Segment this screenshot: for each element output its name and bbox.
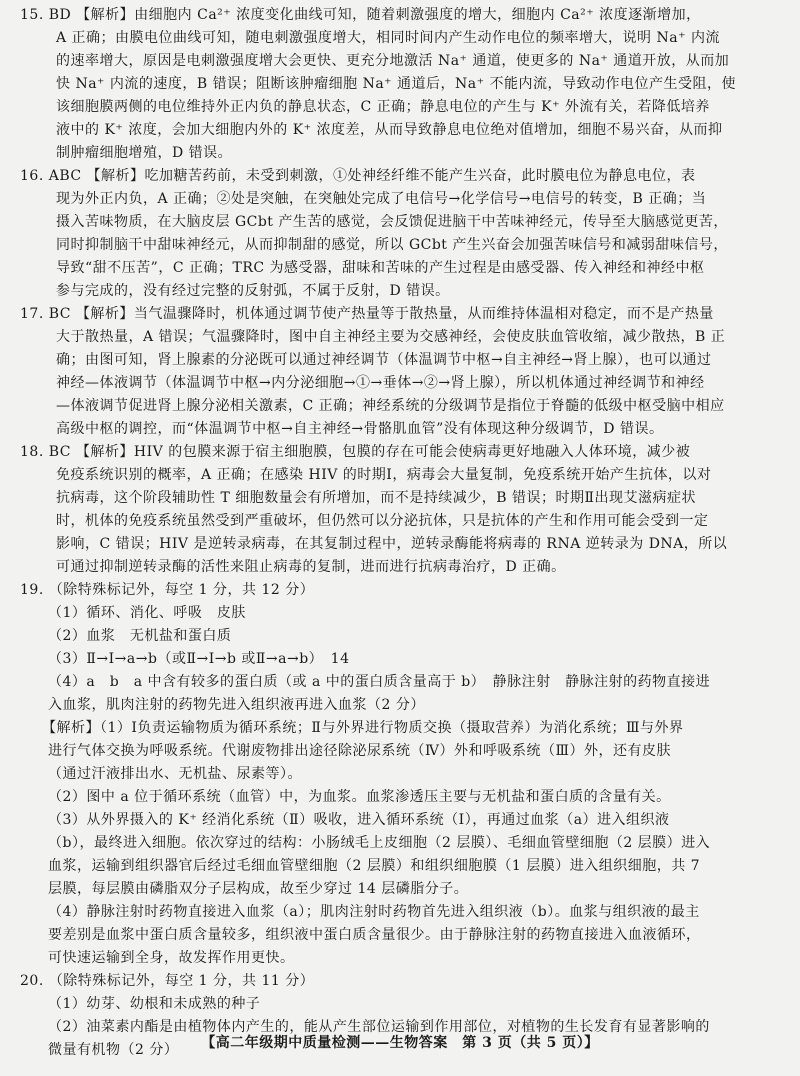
q19-analysis-4a: （4）静脉注射时药物直接进入血浆（a）；肌肉注射时药物首先进入组织液（b）。血浆与组织液的最主 [48,904,700,920]
q19-analysis-1a: 【解析】（1）Ⅰ负责运输物质为循环系统；Ⅱ与外界进行物质交换（摄取营养）为消化系统；Ⅲ与外界 [42,720,684,736]
q17-line-4: 神经—体液调节（体温调节中枢→内分泌细胞→①→垂体→②→肾上腺），所以机体通过神经调节和神经 [56,375,705,391]
q17-line-5: —体液调节促进肾上腺分泌相关激素，C 正确；神经系统的分级调节是指位于脊髓的低级中枢受脑中相应 [56,398,725,414]
q17-line-6: 高级中枢的调控，而“体温调节中枢→自主神经→骨骼肌血管”没有体现这种分级调节，D 错误。 [56,421,664,437]
q15-line-7: 制肿瘤细胞增殖，D 错误。 [56,145,233,161]
q18-line-5: 影响，C 错误；HIV 是逆转录病毒，在其复制过程中，逆转录酶能将病毒的 RNA 逆转录为 DNA，所以 [56,536,728,552]
q19-analysis-4b: 要差别是血浆中蛋白质含量较多，组织液中蛋白质含量很少。由于静脉注射的药物直接进入血液循环， [48,927,701,943]
q20-answer-1: （1）幼芽、幼根和未成熟的种子 [48,996,261,1012]
answer-body [20,4,774,1062]
q16-line-3: 摄入苦味物质，在大脑皮层 GCbt 产生苦的感觉，会反馈促进脑干中苦味神经元，传导至大脑感觉更苦， [56,214,728,230]
q18-line-4: 时，机体的免疫系统虽然受到严重破坏，但仍然可以分泌抗体，只是抗体的产生和作用可能会受到一定 [56,513,709,529]
q17-line-3: 确；由图可知，肾上腺素的分泌既可以通过神经调节（体温调节中枢→自主神经→肾上腺），也可以通过 [56,352,712,368]
q19-analysis-3b: （b），最终进入细胞。依次穿过的结构：小肠绒毛上皮细胞（2 层膜）、毛细血管壁细胞（2 层膜）进入 [48,835,711,851]
q18-line-3: 抗病毒，这个阶段辅助性 T 细胞数量会有所增加，而不是持续减少，B 错误；时期Ⅱ出现艾滋病症状 [56,490,696,506]
q15-line-5: 该细胞膜两侧的电位维持外正内负的静息状态，C 正确；静息电位的产生与 K⁺ 外流有关，若降低培养 [56,99,710,115]
q19-analysis-2: （2）图中 a 位于循环系统（血管）中，为血浆。血浆渗透压主要与无机盐和蛋白质的含量有关。 [48,789,671,805]
q16-line-2: 现为外正内负，A 正确；②处是突触，在突触处完成了电信号→化学信号→电信号的转变，B 正确；当 [56,191,707,207]
q19-analysis-3d: 层膜，每层膜由磷脂双分子层构成，故至少穿过 14 层磷脂分子。 [48,881,469,897]
q19-answer-1: （1）循环、消化、呼吸 皮肤 [48,605,246,621]
q16-line-4: 同时抑制脑干中甜味神经元，从而抑制甜的感觉，所以 GCbt 产生兴奋会加强苦味信号和减弱甜味信号， [56,237,728,253]
q18-line-6: 可通过抑制逆转录酶的活性来阻止病毒的复制，进而进行抗病毒治疗，D 正确。 [56,559,566,575]
q19-analysis-3c: 血浆，运输到组织器官后经过毛细血管壁细胞（2 层膜）和组织细胞膜（1 层膜）进入组织细胞，共 7 [48,858,701,874]
q20-answer-2a: （2）油菜素内酯是由植物体内产生的，能从产生部位运输到作用部位，对植物的生长发育有显著影响的 [48,1019,710,1035]
q20-answer-2b: 微量有机物（2 分） [48,1042,179,1058]
q19-answer-4b: 入血浆，肌肉注射的药物先进入组织液再进入血浆（2 分） [48,697,425,713]
q17-line-1: 17. BC 【解析】当气温骤降时，机体通过调节使产热量等于散热量，从而维持体温相对稳定，而不是产热量 [20,306,714,322]
page-footer: 【高二年级期中质量检测——生物答案 第 3 页（共 5 页）】 [201,1035,599,1051]
q19-answer-3: （3）Ⅱ→Ⅰ→a→b（或Ⅱ→Ⅰ→b 或Ⅱ→a→b） 14 [48,651,350,667]
q17-line-2: 大于散热量，A 错误；气温骤降时，图中自主神经主要为交感神经，会使皮肤血管收缩，减少散热，B 正 [56,329,726,345]
q15-line-1: 15. BD 【解析】由细胞内 Ca²⁺ 浓度变化曲线可知，随着刺激强度的增大，细胞内 Ca²⁺ 浓度逐渐增加， [20,7,701,23]
q18-line-1: 18. BC 【解析】HIV 的包膜来源于宿主细胞膜，包膜的存在可能会使病毒更好地融入人体环境，减少被 [20,444,691,460]
q19-analysis-3a: （3）从外界摄入的 K⁺ 经消化系统（Ⅱ）吸收，进入循环系统（Ⅰ），再通过血浆（a）进入组织液 [48,812,670,828]
q16-line-1: 16. ABC 【解析】吃加糖苦药前，未受到刺激，①处神经纤维不能产生兴奋，此时膜电位为静息电位，表 [20,168,696,184]
q15-line-4: 快 Na⁺ 内流的速度，B 错误；阻断该肿瘤细胞 Na⁺ 通道后，Na⁺ 不能内流，导致动作电位产生受阻，使 [56,76,736,92]
q19-analysis-1b: 进行气体交换为呼吸系统。代谢废物排出途径除泌尿系统（Ⅳ）外和呼吸系统（Ⅲ）外，还有皮肤 [48,743,671,759]
q16-line-6: 参与完成的，没有经过完整的反射弧，不属于反射，D 错误。 [56,283,450,299]
q19-header: 19. （除特殊标记外，每空 1 分，共 12 分） [20,582,315,598]
q19-answer-4a: （4）a b a 中含有较多的蛋白质（或 a 中的蛋白质含量高于 b） 静脉注射 静脉注射的药物直接进 [48,674,711,690]
q19-analysis-4c: 可快速运输到全身，故发挥作用更快。 [48,950,295,966]
q15-line-3: 的速率增大，原因是电刺激强度增大会更快、更充分地激活 Na⁺ 通道，使更多的 Na⁺ 通道开放，从而加 [56,53,730,69]
q19-answer-2: （2）血浆 无机盐和蛋白质 [48,628,232,644]
q19-analysis-1c: （通过汗液排出水、无机盐、尿素等）。 [48,766,302,782]
q18-line-2: 免疫系统识别的概率，A 正确；在感染 HIV 的时期Ⅰ，病毒会大量复制，免疫系统开始产生抗体，以对 [56,467,712,483]
q16-line-5: 导致“甜不压苦”，C 正确；TRC 为感受器，甜味和苦味的产生过程是由感受器、传入神经和神经中枢 [56,260,705,276]
q15-line-6: 液中的 K⁺ 浓度，会加大细胞内外的 K⁺ 浓度差，从而导致静息电位绝对值增加，细胞不易兴奋，从而抑 [56,122,723,138]
q15-line-2: A 正确；由膜电位曲线可知，随电刺激强度增大，相同时间内产生动作电位的频率增大，说明 Na⁺ 内流 [56,30,720,46]
q20-header: 20. （除特殊标记外，每空 1 分，共 11 分） [20,973,315,989]
